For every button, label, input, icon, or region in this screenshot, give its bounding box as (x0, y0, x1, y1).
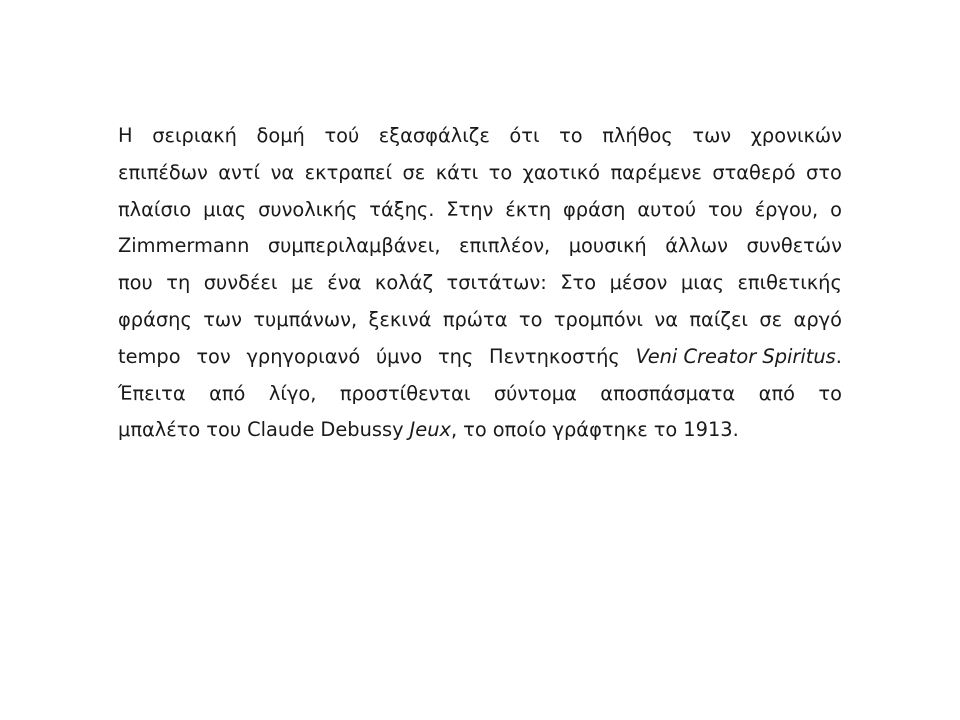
word: το (518, 307, 543, 331)
word: του (206, 418, 242, 442)
word: γρηγοριανό (246, 344, 361, 368)
text-line (118, 412, 842, 449)
word: τού (324, 124, 360, 147)
word: μιας (203, 197, 247, 221)
word: κάτι (435, 160, 479, 184)
word: της (437, 344, 474, 368)
word: συνολικής (258, 197, 358, 221)
word: με (290, 271, 314, 295)
word: σταθερό (712, 160, 796, 184)
word: σε (402, 160, 426, 184)
word: το (488, 160, 513, 184)
word: που (118, 271, 153, 295)
text-line (118, 302, 842, 339)
word: το (818, 381, 842, 405)
italic-title: Veni Creator Spiritus (635, 344, 836, 368)
word: ένα (327, 271, 362, 295)
word: ότι (509, 124, 540, 147)
word: ο (830, 197, 842, 221)
word: τάξης. (369, 197, 435, 221)
word: μέσον (609, 271, 668, 295)
word: φράση (563, 197, 626, 221)
word: 1913. (683, 418, 739, 442)
word: φράσης (118, 307, 192, 331)
word: το (653, 418, 678, 442)
word: σειριακή (152, 124, 237, 147)
word: Πεντηκοστής (489, 344, 620, 368)
word: τον (196, 344, 231, 368)
word: σε (759, 307, 783, 331)
word: παρέμενε (610, 160, 702, 184)
word: Claude (247, 418, 315, 442)
word: ύμνο (375, 344, 423, 368)
word (410, 412, 458, 449)
word: το (559, 124, 583, 147)
word: έργου, (754, 197, 819, 221)
word: Η (118, 124, 133, 147)
word: αποσπάσματα (600, 381, 736, 405)
word: να (270, 160, 295, 184)
word: των (692, 124, 732, 147)
text-line (118, 118, 842, 155)
word: έκτη (505, 197, 552, 221)
text-line (118, 192, 842, 229)
word: Debussy (320, 418, 404, 442)
italic-title: Jeux (409, 418, 451, 442)
word: τη (166, 271, 191, 295)
text-line (118, 155, 842, 192)
word: εξασφάλιζε (378, 124, 490, 147)
word: τυμπάνων, (253, 307, 358, 331)
text-line (118, 228, 842, 265)
word: δομή (256, 124, 305, 147)
word: γράφτηκε (552, 418, 648, 442)
word: από (209, 381, 246, 405)
word: Στην (446, 197, 494, 221)
word: επιπέδων (118, 160, 208, 184)
word: επιπλέον, (459, 234, 551, 258)
word: αυτού (637, 197, 697, 221)
word: μουσική (568, 234, 647, 258)
word: τσιτάτων: (446, 271, 547, 295)
word: από (758, 381, 795, 405)
word: του (708, 197, 743, 221)
word: προστίθενται (339, 381, 471, 405)
word: Zimmermann (118, 234, 250, 258)
word: οποίο (492, 418, 547, 442)
word: συνδέει (203, 271, 278, 295)
word: πρώτα (442, 307, 508, 331)
text-line (118, 265, 842, 302)
word: χαοτικό (522, 160, 601, 184)
punctuation: . (835, 344, 842, 368)
word: παίζει (689, 307, 748, 331)
text-line (118, 376, 842, 413)
word: χρονικών (750, 124, 842, 147)
word: συμπεριλαμβάνει, (267, 234, 441, 258)
body-paragraph (118, 118, 842, 449)
word: να (654, 307, 678, 331)
word: συνθετών (746, 234, 842, 258)
word: πλήθος (602, 124, 673, 147)
text-line (118, 339, 842, 376)
word: tempo (118, 344, 181, 368)
word: άλλων (665, 234, 729, 258)
word: μπαλέτο (118, 418, 201, 442)
word: Στο (560, 271, 597, 295)
punctuation: , (450, 418, 458, 442)
word: αντί (218, 160, 261, 184)
word: τρομπόνι (553, 307, 643, 331)
word: σύντομα (493, 381, 577, 405)
word: ξεκινά (368, 307, 432, 331)
word: το (463, 418, 487, 442)
word (636, 339, 842, 376)
word: πλαίσιο (118, 197, 192, 221)
word: των (203, 307, 242, 331)
word: εκτραπεί (304, 160, 393, 184)
word: στο (806, 160, 842, 184)
word: Έπειτα (118, 381, 186, 405)
word: κολάζ (374, 271, 434, 295)
word: επιθετικής (737, 271, 842, 295)
word: λίγο, (268, 381, 317, 405)
word: μιας (680, 271, 724, 295)
word: αργό (793, 307, 842, 331)
